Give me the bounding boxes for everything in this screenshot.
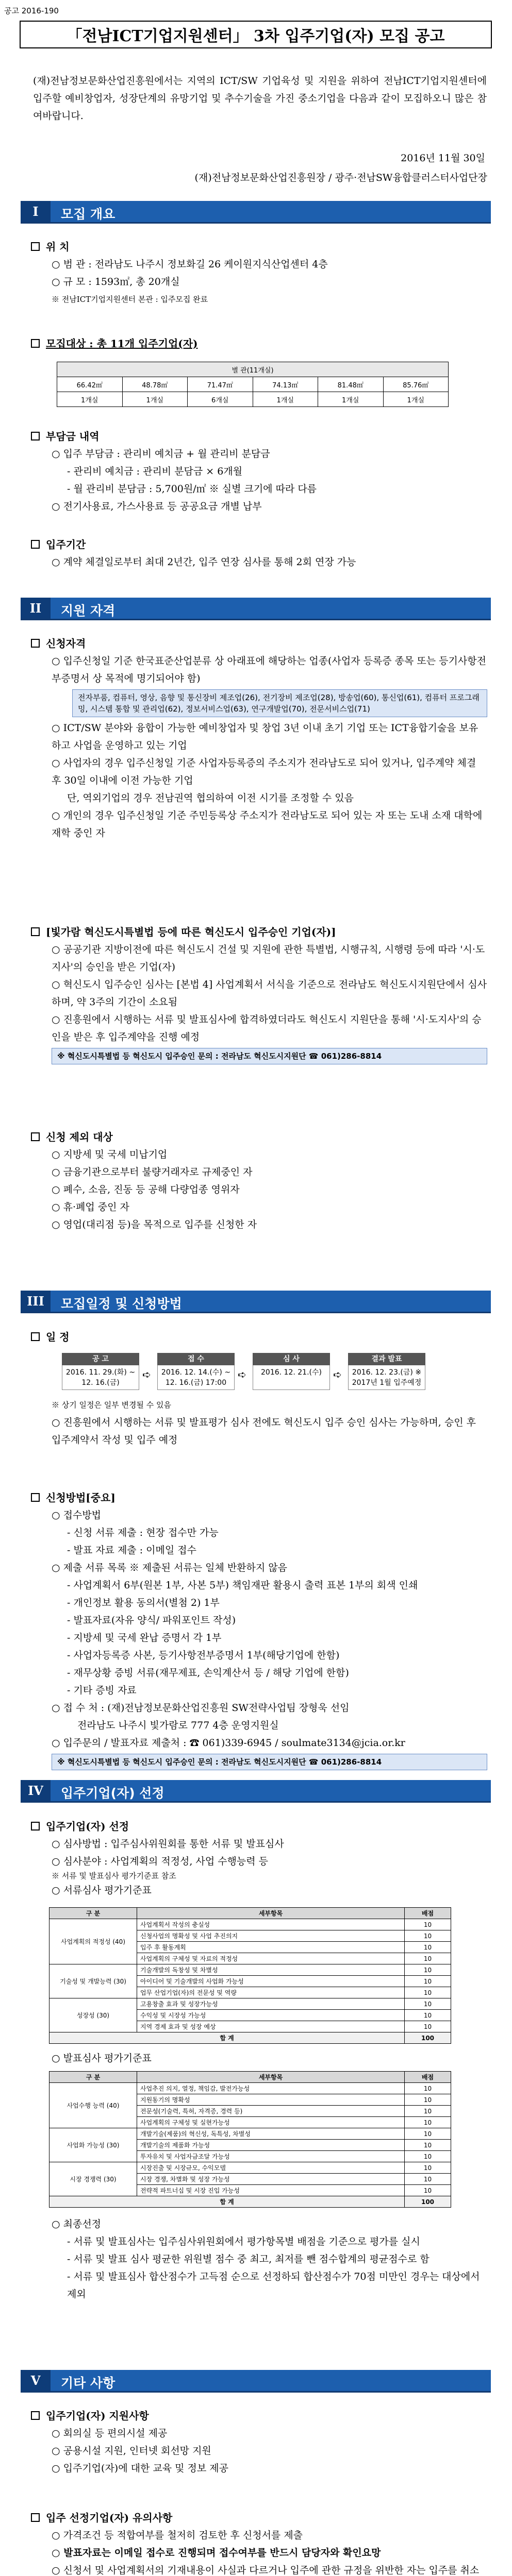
exclude-item: ○ 폐수, 소음, 진동 등 공해 다량업종 영위자 xyxy=(52,1184,240,1195)
section-number: I xyxy=(21,201,51,222)
apply-item: - 발표자료(자유 양식/ 파워포인트 작성) xyxy=(67,1615,236,1626)
apply-block xyxy=(31,1489,487,1770)
table-cell: 수익성 및 시장성 가능성 xyxy=(137,2010,405,2021)
table-header: 배점 xyxy=(405,1908,451,1919)
checkbox-square-icon xyxy=(31,1493,40,1502)
location-note: ※ 전남ICT기업지원센터 본관 : 입주모집 완료 xyxy=(52,295,208,304)
room-count-cell: 1개실 xyxy=(318,392,384,407)
apply-item: - 사업자등록증 사본, 등기사항전부증명서 1부(해당기업에 한함) xyxy=(67,1650,340,1661)
table-cell: 기술개발의 독창성 및 차별성 xyxy=(137,1964,405,1976)
burden-item: ○ 입주 부담금 : 관리비 예치금 + 월 관리비 분담금 xyxy=(52,448,270,460)
schedule-step-value: 2016. 12. 21.(수) xyxy=(253,1365,330,1390)
table-total-label: 합 계 xyxy=(49,2196,405,2208)
schedule-step-label: 결과 발표 xyxy=(348,1353,425,1365)
schedule-step xyxy=(348,1353,425,1390)
section-number: II xyxy=(21,598,51,619)
schedule-heading: 일 정 xyxy=(46,1331,70,1343)
section-header-3 xyxy=(21,1291,491,1313)
qualification-item: ○ 개인의 경우 입주신청일 기준 주민등록상 주소지가 전라남도로 되어 있는 자 또는 도내 소재 대학에 재학 중인 자 xyxy=(52,810,483,839)
checkbox-square-icon xyxy=(31,2513,40,2522)
table-cell: 10 xyxy=(405,1987,451,1998)
section-header-2 xyxy=(21,598,491,620)
exclude-block xyxy=(31,1128,487,1233)
room-count-cell: 6개실 xyxy=(188,392,253,407)
room-count-cell: 1개실 xyxy=(122,392,188,407)
apply-heading: 신청방법[중요] xyxy=(46,1492,115,1504)
apply-item: - 사업계획서 6부(원본 1부, 사본 5부) 책임재판 활용시 출력 표본 1부의 회색 인쇄 xyxy=(67,1580,418,1591)
room-size-table xyxy=(57,362,449,407)
section-title: 모집일정 및 신청방법 xyxy=(61,1296,182,1311)
industry-code-box: 전자부품, 컴퓨터, 영상, 음향 및 통신장비 제조업(26), 전기장비 제조업(28), 방송업(60), 통신업(61), 컴퓨터 프로그래밍, 시스템 통합 및 관리업(62), 정보서비스업(63), 연구개발업(70), 전문서비스업(71) xyxy=(72,689,487,717)
caution-block xyxy=(31,2509,487,2576)
burden-item: - 관리비 예치금 : 관리비 분담금 × 6개월 xyxy=(67,466,243,477)
room-count-cell: 1개실 xyxy=(253,392,318,407)
caution-heading: 입주 선정기업(자) 유의사항 xyxy=(46,2512,173,2524)
exclude-heading: 신청 제외 대상 xyxy=(46,1131,113,1143)
burden-item: ○ 전기사용료, 가스사용료 등 공공요금 개별 납부 xyxy=(52,501,262,512)
table-cell: 10 xyxy=(405,2083,451,2094)
burden-block xyxy=(31,428,487,515)
qualification-block xyxy=(31,635,487,842)
table-cell: 사업계획의 구체성 및 실현가능성 xyxy=(137,2117,405,2128)
table-cell: 전략적 파트너십 및 시장 진입 가능성 xyxy=(137,2185,405,2196)
burden-heading: 부담금 내역 xyxy=(46,430,100,443)
checkbox-square-icon xyxy=(31,1822,40,1831)
exclude-item: ○ 금융기관으로부터 불량거래자로 규제중인 자 xyxy=(52,1166,253,1178)
room-size-cell: 48.78㎡ xyxy=(122,377,188,392)
final-item: - 서류 및 발표심사는 입주심사위원회에서 평가항목별 배점을 기준으로 평가를 실시 xyxy=(67,2236,420,2247)
apply-item: 전라남도 나주시 빛가람로 777 4층 운영지원실 xyxy=(77,1720,279,1731)
table-cell: 10 xyxy=(405,2140,451,2151)
table-cell: 10 xyxy=(405,2106,451,2117)
schedule-note: ※ 상기 일정은 일부 변경될 수 있음 xyxy=(52,1400,171,1410)
document-evaluation-table xyxy=(49,1907,451,2044)
table-cell: 전문성(기술력, 특허, 자격증, 경력 등) xyxy=(137,2106,405,2117)
location-block xyxy=(31,238,487,305)
checkbox-square-icon xyxy=(31,540,40,549)
table-cell: 사업계획서 작성의 충실성 xyxy=(137,1919,405,1930)
table-header: 구 분 xyxy=(49,1908,137,1919)
schedule-step xyxy=(253,1353,330,1390)
method-item: ○ 서류심사 평가기준표 xyxy=(52,1885,152,1896)
special-item: ○ 진흥원에서 시행하는 서류 및 발표심사에 합격하였더라도 혁신도시 지원단을 통해 '시·도지사'의 승인을 받은 후 입주계약을 진행 예정 xyxy=(52,1014,482,1043)
table-cell: 신청사업의 명확성 및 사업 추진의지 xyxy=(137,1930,405,1942)
exclude-item: ○ 지방세 및 국세 미납기업 xyxy=(52,1149,168,1160)
table-cell: 10 xyxy=(405,2117,451,2128)
checkbox-square-icon xyxy=(31,432,40,440)
table-cell: 아이디어 및 기술개발의 사업화 가능성 xyxy=(137,1976,405,1987)
room-size-cell: 66.42㎡ xyxy=(57,377,123,392)
schedule-step-label: 심 사 xyxy=(253,1353,330,1365)
apply-item: - 신청 서류 제출 : 현장 접수만 가능 xyxy=(67,1527,219,1538)
table-cell: 업무 산업기업(자)의 전문성 및 역량 xyxy=(137,1987,405,1998)
schedule-item: ○ 진흥원에서 시행하는 서류 및 발표평가 심사 전에도 혁신도시 입주 승인 심사는 가능하며, 승인 후 입주계약서 작성 및 입주 예정 xyxy=(52,1417,476,1446)
special-block xyxy=(31,923,487,1064)
table-cell: 10 xyxy=(405,1964,451,1976)
table-category: 사업화 가능성 (30) xyxy=(49,2128,137,2162)
room-count-cell: 1개실 xyxy=(57,392,123,407)
section-header-4 xyxy=(21,1780,491,1803)
section-title: 지원 자격 xyxy=(61,603,115,618)
section-title: 모집 개요 xyxy=(61,207,115,222)
exclude-item: ○ 휴·폐업 중인 자 xyxy=(52,1201,129,1213)
table-cell: 10 xyxy=(405,1953,451,1964)
notice-number: 공고 2016-190 xyxy=(4,6,59,15)
table-category: 사업수행 능력 (40) xyxy=(49,2083,137,2128)
caution-item: ○ 가격조건 등 적합여부를 철저히 검토한 후 신청서를 제출 xyxy=(52,2530,303,2541)
checkbox-square-icon xyxy=(31,242,40,251)
arrow-right-icon: ➪ xyxy=(333,1368,342,1381)
location-item: ○ 규 모 : 1593㎡, 총 20개실 xyxy=(52,276,180,287)
apply-item: ○ 접 수 처 : (재)전남정보문화산업진흥원 SW전략사업팀 장형욱 선임 xyxy=(52,1702,350,1714)
support-item: ○ 공용시설 지원, 인터넷 회선망 지원 xyxy=(52,2445,211,2456)
caution-item: ○ 신청서 및 사업계획서의 기재내용이 사실과 다르거나 입주에 관한 규정을 위반한 자는 입주를 취소 xyxy=(52,2565,480,2576)
schedule-step xyxy=(62,1353,139,1390)
schedule-step-value: 2016. 12. 14.(수) ~ 12. 16.(금) 17:00 xyxy=(157,1365,235,1390)
present-label-block xyxy=(31,2049,487,2067)
room-size-cell: 81.48㎡ xyxy=(318,377,384,392)
notice-date: 2016년 11월 30일 xyxy=(401,152,485,164)
table-category: 기술성 및 개발능력 (30) xyxy=(49,1964,137,1998)
checkbox-square-icon xyxy=(31,639,40,648)
schedule-heading-block xyxy=(31,1328,487,1346)
period-item: ○ 계약 체결일로부터 최대 2년간, 입주 연장 심사를 통해 2회 연장 가능 xyxy=(52,556,356,568)
method-block xyxy=(31,1818,487,1899)
table-cell: 10 xyxy=(405,1930,451,1942)
checkbox-square-icon xyxy=(31,2411,40,2420)
table-header: 세부항목 xyxy=(137,2072,405,2083)
table-category: 시장 경쟁력 (30) xyxy=(49,2162,137,2196)
table-total-label: 합 계 xyxy=(49,2032,405,2044)
table-cell: 10 xyxy=(405,1919,451,1930)
qualification-item: ○ 입주신청일 기준 한국표준산업분류 상 아래표에 해당하는 업종(사업자 등록증 종목 또는 등기사항전부증명서 상 목적에 명기되어야 함) xyxy=(52,655,486,684)
special-note: ※ 혁신도시특별법 등 혁신도시 입주승인 문의 : 전라남도 혁신도시지원단 ☎ 061)286-8814 xyxy=(52,1048,487,1064)
room-size-cell: 71.47㎡ xyxy=(188,377,253,392)
arrow-right-icon: ➪ xyxy=(238,1368,246,1381)
exclude-item: ○ 영업(대리점 등)을 목적으로 입주를 신청한 자 xyxy=(52,1219,257,1230)
period-block xyxy=(31,536,487,571)
apply-note: ※ 혁신도시특별법 등 혁신도시 입주승인 문의 : 전라남도 혁신도시지원단 ☎ 061)286-8814 xyxy=(52,1754,487,1770)
method-item: ※ 서류 및 발표심사 평가기준표 참조 xyxy=(52,1871,176,1880)
checkbox-square-icon xyxy=(31,927,40,936)
table-cell: 시장 경쟁, 차별화 및 성장 가능성 xyxy=(137,2174,405,2185)
table-cell: 지원동기의 명확성 xyxy=(137,2094,405,2106)
apply-item: - 기타 증빙 자료 xyxy=(67,1685,137,1696)
schedule-step-label: 공 고 xyxy=(62,1353,139,1365)
caution-item: ○ 발표자료는 이메일 접수로 진행되며 접수여부를 반드시 담당자와 확인요망 xyxy=(52,2547,381,2558)
table-cell: 10 xyxy=(405,1976,451,1987)
table-cell: 개발기술(제품)의 혁신성, 독특성, 차별성 xyxy=(137,2128,405,2140)
special-heading: [빛가람 혁신도시특별법 등에 따른 혁신도시 입주승인 기업(자)] xyxy=(46,926,336,938)
room-size-cell: 74.13㎡ xyxy=(253,377,318,392)
final-item: - 서류 및 발표심사 합산점수가 고득점 순으로 선정하되 합산점수가 70점 미만인 경우는 대상에서 제외 xyxy=(67,2271,480,2300)
room-count-cell: 1개실 xyxy=(383,392,449,407)
method-item: ○ 심사분야 : 사업계획의 적정성, 사업 수행능력 등 xyxy=(52,1856,269,1867)
apply-item: - 개인정보 활용 동의서(별첨 2) 1부 xyxy=(67,1597,220,1608)
qualification-item: ○ 사업자의 경우 입주신청일 기준 사업자등록증의 주소지가 전라남도로 되어 있거나, 입주계약 체결 후 30일 이내에 이전 가능한 기업 xyxy=(52,757,476,786)
period-heading: 입주기간 xyxy=(46,538,86,551)
burden-item: - 월 관리비 분담금 : 5,700원/㎡ ※ 실별 크기에 따라 다름 xyxy=(67,483,317,495)
section-header-1 xyxy=(21,201,491,224)
support-heading: 입주기업(자) 지원사항 xyxy=(46,2410,149,2422)
target-block xyxy=(31,335,487,352)
table-cell: 개발기술의 제품화 가능성 xyxy=(137,2140,405,2151)
table-total-value: 100 xyxy=(405,2032,451,2044)
section-number: III xyxy=(21,1291,51,1312)
checkbox-square-icon xyxy=(31,1132,40,1141)
table-cell: 10 xyxy=(405,2021,451,2032)
special-item: ○ 혁신도시 입주승인 심사는 [본법 4] 사업계획서 서식을 기준으로 전라남도 혁신도시지원단에서 심사하며, 약 3주의 기간이 소요됨 xyxy=(52,979,487,1008)
final-heading: ○ 최종선정 xyxy=(52,2218,102,2230)
table-cell: 10 xyxy=(405,2162,451,2174)
table-cell: 10 xyxy=(405,2128,451,2140)
table-cell: 10 xyxy=(405,2151,451,2162)
arrow-right-icon: ➪ xyxy=(142,1368,151,1381)
notice-title: 「전남ICT기업지원센터」 3차 입주기업(자) 모집 공고 xyxy=(20,21,492,48)
table-category: 성장성 (30) xyxy=(49,1998,137,2032)
schedule-notes xyxy=(31,1399,487,1449)
special-item: ○ 공공기관 지방이전에 따른 혁신도시 건설 및 지원에 관한 특별법, 시행규칙, 시행령 등에 따라 '시·도지사'의 승인을 받은 기업(자) xyxy=(52,944,485,973)
table-cell: 10 xyxy=(405,2174,451,2185)
issuing-organizations: (재)전남정보문화산업진흥원장 / 광주·전남SW융합클러스터사업단장 xyxy=(194,172,487,183)
presentation-evaluation-table xyxy=(49,2071,451,2208)
qualification-item: ○ ICT/SW 분야와 융합이 가능한 예비창업자 및 창업 3년 이내 초기 기업 또는 ICT융합기술을 보유하고 사업을 운영하고 있는 기업 xyxy=(52,722,478,751)
table-cell: 10 xyxy=(405,1942,451,1953)
apply-item: - 발표 자료 제출 : 이메일 접수 xyxy=(67,1545,196,1556)
location-heading: 위 치 xyxy=(46,241,70,253)
apply-item: ○ 제출 서류 목록 ※ 제출된 서류는 일체 반환하지 않음 xyxy=(52,1562,288,1573)
qualification-heading: 신청자격 xyxy=(46,637,86,650)
apply-item: - 지방세 및 국세 완납 증명서 각 1부 xyxy=(67,1632,222,1643)
apply-item: - 재무상황 증빙 서류(재무제표, 손익계산서 등 / 해당 기업에 한함) xyxy=(67,1667,349,1679)
table-cell: 투자유치 및 사업자금조달 가능성 xyxy=(137,2151,405,2162)
support-item: ○ 입주기업(자)에 대한 교육 및 정보 제공 xyxy=(52,2463,228,2474)
table-header: 세부항목 xyxy=(137,1908,405,1919)
schedule-step-value: 2016. 12. 23.(금) ※ 2017년 1월 입주예정 xyxy=(348,1365,425,1390)
table-cell: 10 xyxy=(405,2185,451,2196)
support-item: ○ 회의실 등 편의시설 제공 xyxy=(52,2428,168,2439)
apply-item: ○ 입주문의 / 발표자료 제출처 : ☎ 061)339-6945 / soulmate3134@jcia.or.kr xyxy=(52,1737,405,1749)
section-title: 입주기업(자) 선정 xyxy=(61,1786,164,1801)
table-cell: 지역 경제 효과 및 성장 예상 xyxy=(137,2021,405,2032)
schedule-step-label: 접 수 xyxy=(157,1353,235,1365)
method-heading: 입주기업(자) 선정 xyxy=(46,1820,129,1833)
table-header: 배점 xyxy=(405,2072,451,2083)
table-cell: 입주 후 활동계획 xyxy=(137,1942,405,1953)
checkbox-square-icon xyxy=(31,1332,40,1341)
section-number: V xyxy=(21,2370,51,2391)
room-size-cell: 85.76㎡ xyxy=(383,377,449,392)
table-cell: 10 xyxy=(405,2010,451,2021)
table-cell: 10 xyxy=(405,1998,451,2010)
table-cell: 사업추진 의지, 열정, 책임감, 발전가능성 xyxy=(137,2083,405,2094)
final-item: - 서류 및 발표 심사 평균한 위원별 점수 중 최고, 최저를 뺀 점수합계의 평균점수로 함 xyxy=(67,2253,430,2265)
table-cell: 시장진출 및 시장규모, 수익모델 xyxy=(137,2162,405,2174)
method-item: ○ 심사방법 : 입주심사위원회를 통한 서류 및 발표심사 xyxy=(52,1838,284,1850)
target-heading: 모집대상 : 총 11개 입주기업(자) xyxy=(46,337,198,350)
table-header: 구 분 xyxy=(49,2072,137,2083)
table-cell: 10 xyxy=(405,2094,451,2106)
table-cell: 고용창출 효과 및 성장가능성 xyxy=(137,1998,405,2010)
location-item: ○ 범 관 : 전라남도 나주시 정보화길 26 케이원지식산업센터 4층 xyxy=(52,259,328,270)
schedule-step xyxy=(157,1353,235,1390)
table-cell: 사업계획의 구체성 및 자료의 적정성 xyxy=(137,1953,405,1964)
intro-paragraph: (재)전남정보문화산업진흥원에서는 지역의 ICT/SW 기업육성 및 지원을 위하여 전남ICT기업지원센터에 입주할 예비창업자, 성장단계의 유망기업 및 추수기술을 가진 중소기업을 다음과 같이 모집하오니 많은 참여바랍니다. xyxy=(33,75,487,122)
section-title: 기타 사항 xyxy=(61,2376,115,2391)
checkbox-square-icon xyxy=(31,339,40,348)
table-total-value: 100 xyxy=(405,2196,451,2208)
section-number: IV xyxy=(21,1780,51,1801)
qualification-item: 단, 역외기업의 경우 전남권역 협의하여 이전 시기를 조정할 수 있음 xyxy=(67,792,354,804)
support-block xyxy=(31,2407,487,2477)
apply-item: ○ 접수방법 xyxy=(52,1510,102,1521)
schedule-step-value: 2016. 11. 29.(화) ~ 12. 16.(금) xyxy=(62,1365,139,1390)
final-selection-block xyxy=(31,2215,487,2303)
present-label: ○ 발표심사 평가기준표 xyxy=(52,2053,152,2064)
section-header-5 xyxy=(21,2370,491,2393)
table-category: 사업계획의 적정성 (40) xyxy=(49,1919,137,1964)
room-table-title: 별 관(11개실) xyxy=(57,362,449,377)
